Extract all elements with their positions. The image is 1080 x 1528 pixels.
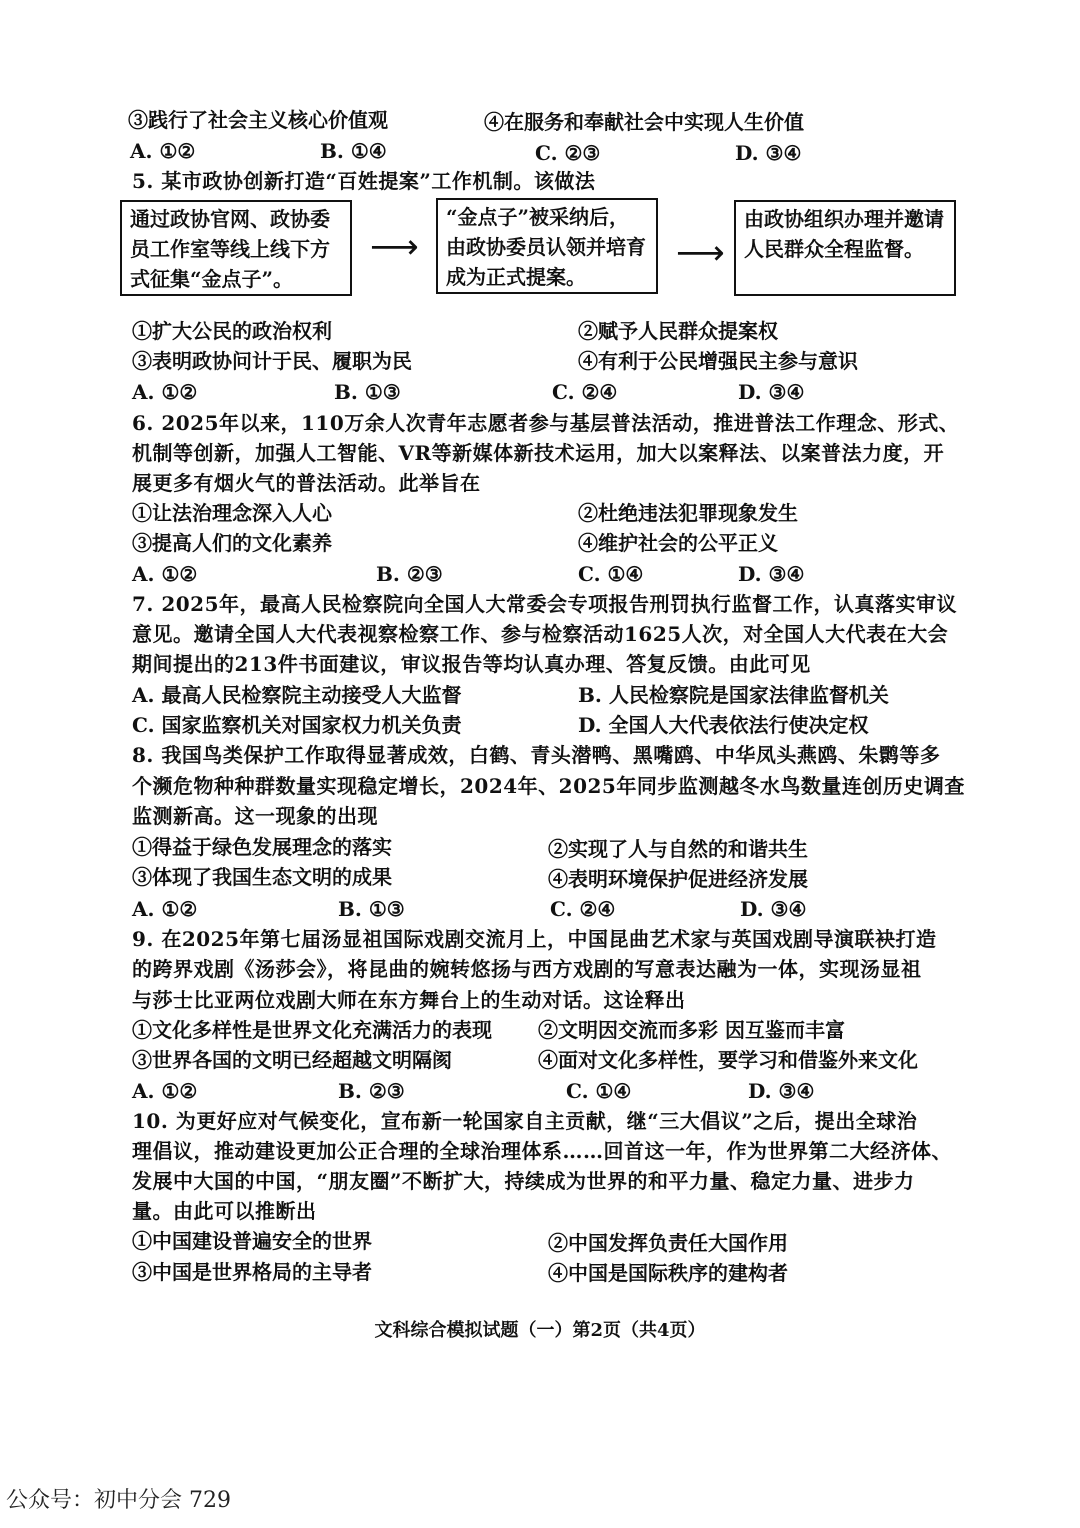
q7-choice-b: B. 人民检察院是国家法律监督机关 [578, 683, 889, 707]
q8-stem-line-2: 个濒危物种种群数量实现稳定增长，2024年、2025年同步监测越冬水鸟数量连创历史调查 [132, 774, 965, 798]
q5-flow-box-2: “金点子”被采纳后，由政协委员认领并培育成为正式提案。 [436, 198, 658, 294]
q5-option-2: ②赋予人民群众提案权 [578, 319, 778, 343]
q10-stem-line-2: 理倡议，推动建设更加公正合理的全球治理体系……回首这一年，作为世界第二大经济体、 [132, 1139, 952, 1163]
q9-option-4: ④面对文化多样性，要学习和借鉴外来文化 [538, 1048, 918, 1072]
watermark-text: 公众号：初中分会 729 [6, 1488, 231, 1513]
q7-stem-line-1: 7. 2025年，最高人民检察院向全国人大常委会专项报告刑罚执行监督工作，认真落实审议 [132, 592, 958, 616]
q6-stem-line-1: 6. 2025年以来，110万余人次青年志愿者参与基层普法活动，推进普法工作理念、形式、 [132, 411, 960, 435]
q5-option-3: ③表明政协问计于民、履职为民 [132, 349, 412, 373]
q7-choice-d: D. 全国人大代表依法行使决定权 [578, 713, 869, 737]
q7-stem-line-3: 期间提出的213件书面建议，审议报告等均认真办理、答复反馈。由此可见 [132, 652, 811, 676]
q5-flow-box-3: 由政协组织办理并邀请人民群众全程监督。 [734, 200, 956, 296]
q9-option-1: ①文化多样性是世界文化充满活力的表现 [132, 1018, 492, 1042]
q8-choice-a: A. ①② [132, 897, 198, 921]
q10-stem-line-4: 量。由此可以推断出 [132, 1199, 317, 1223]
q9-stem-line-1: 9. 在2025年第七届汤显祖国际戏剧交流月上，中国昆曲艺术家与英国戏剧导演联袂打造 [132, 927, 937, 951]
q7-choice-a: A. 最高人民检察院主动接受人大监督 [132, 683, 462, 707]
q6-stem-line-3: 展更多有烟火气的普法活动。此举旨在 [132, 471, 481, 495]
q5-option-1: ①扩大公民的政治权利 [132, 319, 332, 343]
q9-stem-line-3: 与莎士比亚两位戏剧大师在东方舞台上的生动对话。这诠释出 [132, 988, 686, 1012]
q8-stem-line-1: 8. 我国鸟类保护工作取得显著成效，白鹤、青头潜鸭、黑嘴鸥、中华凤头燕鸥、朱鹮等多 [132, 743, 941, 767]
q6-choice-a: A. ①② [132, 562, 198, 586]
q9-choice-a: A. ①② [132, 1079, 198, 1103]
q10-option-2: ②中国发挥负责任大国作用 [548, 1231, 788, 1255]
q8-choice-d: D. ③④ [740, 897, 807, 921]
q9-choice-c: C. ①④ [566, 1079, 632, 1103]
q10-stem-line-1: 10. 为更好应对气候变化，宣布新一轮国家自主贡献，继“三大倡议”之后，提出全球治 [132, 1109, 918, 1133]
q5-choice-d: D. ③④ [738, 380, 805, 404]
q9-choice-d: D. ③④ [748, 1079, 815, 1103]
q4-choice-a: A. ①② [130, 139, 196, 163]
q8-option-3: ③体现了我国生态文明的成果 [132, 865, 392, 889]
q10-option-1: ①中国建设普遍安全的世界 [132, 1229, 372, 1253]
q4-option-4: ④在服务和奉献社会中实现人生价值 [484, 110, 804, 134]
q4-choice-b: B. ①④ [320, 139, 387, 163]
q8-option-1: ①得益于绿色发展理念的落实 [132, 835, 392, 859]
q5-choice-b: B. ①③ [334, 380, 401, 404]
q8-choice-c: C. ②④ [550, 897, 616, 921]
q8-option-2: ②实现了人与自然的和谐共生 [548, 837, 808, 861]
q6-option-2: ②杜绝违法犯罪现象发生 [578, 501, 798, 525]
q8-stem-line-3: 监测新高。这一现象的出现 [132, 804, 378, 828]
q8-option-4: ④表明环境保护促进经济发展 [548, 867, 808, 891]
q9-option-2: ②文明因交流而多彩 因互鉴而丰富 [538, 1018, 845, 1042]
q9-choice-b: B. ②③ [338, 1079, 405, 1103]
q5-arrow-1: ⟶ [370, 227, 419, 267]
q7-choice-c: C. 国家监察机关对国家权力机关负责 [132, 713, 462, 737]
q5-arrow-2: ⟶ [676, 233, 725, 273]
q6-stem-line-2: 机制等创新，加强人工智能、VR等新媒体新技术运用，加大以案释法、以案普法力度，开 [132, 441, 945, 465]
q5-flow-box-1: 通过政协官网、政协委员工作室等线上线下方式征集“金点子”。 [120, 200, 352, 296]
q6-choice-c: C. ①④ [578, 562, 644, 586]
q6-option-4: ④维护社会的公平正义 [578, 531, 778, 555]
page-footer: 文科综合模拟试题（一）第2页（共4页） [374, 1320, 706, 1341]
q10-option-3: ③中国是世界格局的主导者 [132, 1260, 372, 1284]
q4-choice-c: C. ②③ [535, 141, 601, 165]
q8-choice-b: B. ①③ [338, 897, 405, 921]
q9-stem-line-2: 的跨界戏剧《汤莎会》，将昆曲的婉转悠扬与西方戏剧的写意表达融为一体，实现汤显祖 [132, 957, 922, 981]
q10-option-4: ④中国是国际秩序的建构者 [548, 1261, 788, 1285]
q6-choice-b: B. ②③ [376, 562, 443, 586]
q6-option-3: ③提高人们的文化素养 [132, 531, 332, 555]
q9-option-3: ③世界各国的文明已经超越文明隔阂 [132, 1048, 452, 1072]
q10-stem-line-3: 发展中大国的中国，“朋友圈”不断扩大，持续成为世界的和平力量、稳定力量、进步力 [132, 1169, 915, 1193]
q5-stem: 5. 某市政协创新打造“百姓提案”工作机制。该做法 [132, 169, 596, 193]
q5-choice-c: C. ②④ [552, 380, 618, 404]
q6-choice-d: D. ③④ [738, 562, 805, 586]
q4-choice-d: D. ③④ [735, 141, 802, 165]
q7-stem-line-2: 意见。邀请全国人大代表视察检察工作、参与检察活动1625人次，对全国人大代表在大会 [132, 622, 949, 646]
q5-option-4: ④有利于公民增强民主参与意识 [578, 349, 858, 373]
q4-option-3: ③践行了社会主义核心价值观 [128, 108, 388, 132]
q5-choice-a: A. ①② [132, 380, 198, 404]
q6-option-1: ①让法治理念深入人心 [132, 501, 332, 525]
